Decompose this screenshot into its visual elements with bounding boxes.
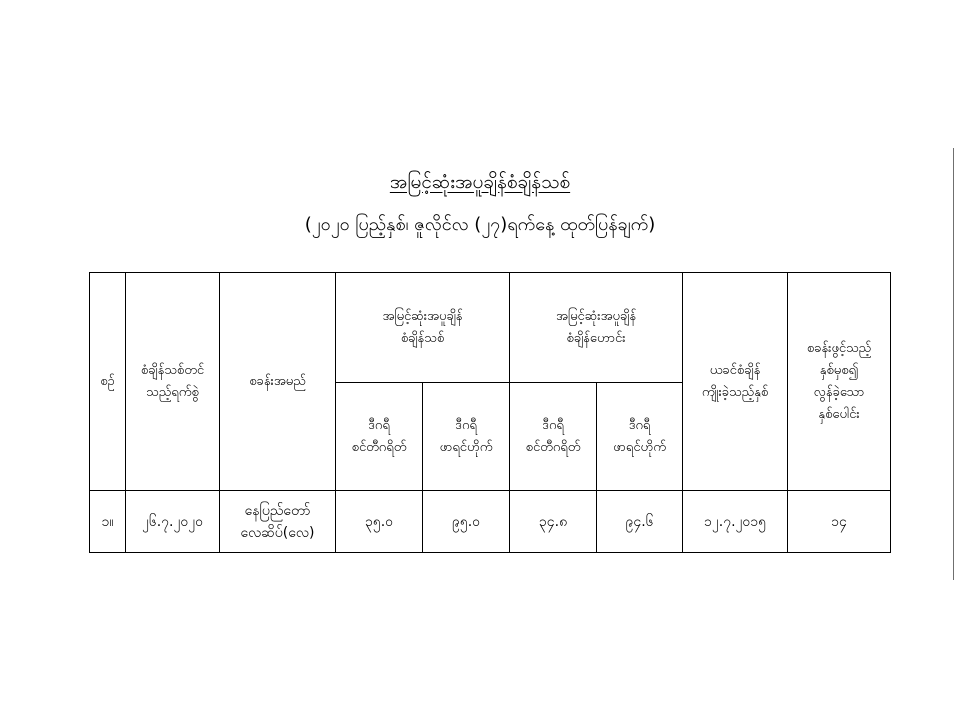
- header-record-date-line-1: စံချိန်သစ်တင်: [140, 362, 205, 378]
- header-years-since-line-1: စခန်းဖွင့်သည့်: [806, 340, 872, 356]
- header-years-since-line-4: နှစ်ပေါင်း: [818, 406, 860, 422]
- cell-station-line-2: လေဆိပ်(လေ): [240, 524, 315, 541]
- header-old-fahrenheit-line-1: ဒီဂရီ: [628, 417, 651, 433]
- table-row: [90, 491, 891, 553]
- header-record-date: [126, 273, 220, 491]
- header-new-fahrenheit-line-2: ဖာရင်ဟိုက်: [439, 439, 493, 455]
- header-years-since-line-3: လွန်ခဲ့သော: [813, 384, 865, 400]
- header-new-celsius: [336, 383, 423, 491]
- header-old-record-line-2: စံချိန်ဟောင်း: [566, 330, 626, 346]
- header-new-fahrenheit: [423, 383, 510, 491]
- cell-previous-year: ၁၂.၇.၂၀၁၅: [683, 491, 788, 553]
- document-subtitle: (၂၀၂၀ ပြည့်နှစ်၊ ဇူလိုင်လ (၂၇)ရက်နေ့ ထုတ်ပြန်ချက်): [304, 214, 656, 235]
- cell-new-celsius: ၃၅.၀: [336, 491, 423, 553]
- cell-new-fahrenheit: ၉၅.၀: [423, 491, 510, 553]
- header-old-fahrenheit-line-2: ဖာရင်ဟိုက်: [613, 439, 666, 455]
- header-new-record-line-2: စံချိန်သစ်: [400, 330, 445, 346]
- cell-years-since: ၁၄: [788, 491, 891, 553]
- cell-old-celsius: ၃၄.၈: [510, 491, 597, 553]
- cell-station-line-1: နေပြည်တော်: [244, 502, 311, 519]
- header-old-fahrenheit: [597, 383, 683, 491]
- header-new-record-line-1: အမြင့်ဆုံးအပူချိန်: [382, 308, 463, 324]
- header-old-celsius-line-1: ဒီဂရီ: [542, 417, 564, 433]
- header-new-fahrenheit-line-1: ဒီဂရီ: [455, 417, 477, 433]
- document-title-text: အမြင့်ဆုံးအပူချိန်စံချိန်သစ်: [389, 171, 571, 193]
- header-record-date-line-2: သည့်ရက်စွဲ: [146, 384, 199, 400]
- header-old-celsius-line-2: စင်တီဂရိတ်: [525, 439, 581, 455]
- document-title: [0, 168, 960, 196]
- header-previous-year-line-1: ယခင်စံချိန်: [709, 362, 761, 378]
- cell-station: [220, 491, 336, 553]
- table-header-row: [90, 273, 891, 383]
- header-years-since-line-2: နှစ်မှစ၍: [819, 362, 859, 378]
- header-previous-year: [683, 273, 788, 491]
- header-new-celsius-line-1: ဒီဂရီ: [368, 417, 390, 433]
- temperature-record-table: [89, 272, 891, 553]
- header-old-celsius: [510, 383, 597, 491]
- cell-record-date: ၂၆.၇.၂၀၂၀: [126, 491, 220, 553]
- cell-old-fahrenheit: ၉၄.၆: [597, 491, 683, 553]
- header-old-record-group: [510, 273, 683, 383]
- page-edge-divider: [953, 148, 954, 580]
- header-new-record-group: [336, 273, 510, 383]
- header-years-since: [788, 273, 891, 491]
- header-old-record-line-1: အမြင့်ဆုံးအပူချိန်: [555, 308, 637, 324]
- header-previous-year-line-2: ကျိုးခဲ့သည့်နှစ်: [701, 384, 769, 400]
- header-new-celsius-line-2: စင်တီဂရိတ်: [351, 439, 407, 455]
- header-station: စခန်းအမည်: [220, 273, 336, 491]
- cell-serial: ၁။: [90, 491, 126, 553]
- header-serial: စဉ်: [90, 273, 126, 491]
